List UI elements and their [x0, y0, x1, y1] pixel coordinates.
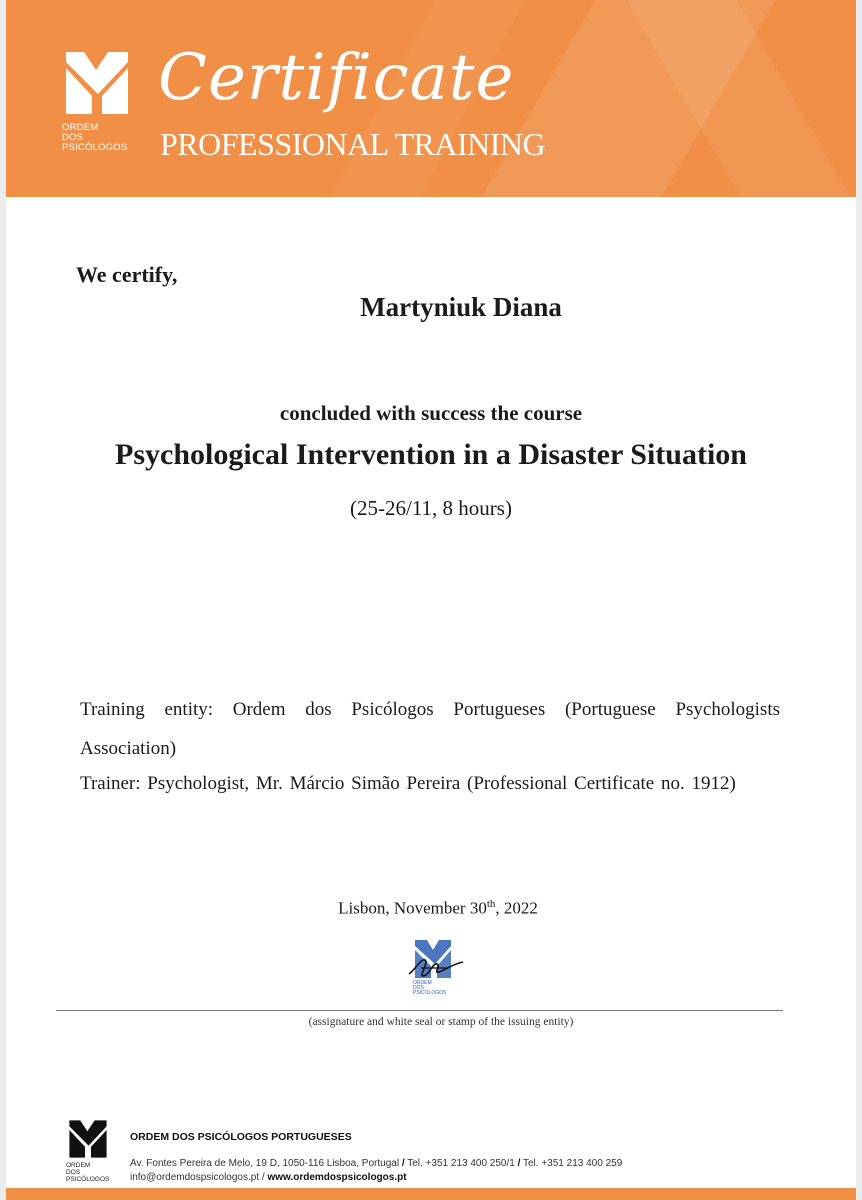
course-title: Psychological Intervention in a Disaster Situation	[115, 438, 747, 471]
certificate-subtitle: PROFESSIONAL TRAINING	[160, 126, 546, 162]
certificate-title: Certificate	[158, 41, 515, 115]
seal-text: PSICÓLOGOS	[413, 990, 447, 996]
footer-logo-caption	[66, 1162, 109, 1183]
signature-caption: (assignature and white seal or stamp of the issuing entity)	[308, 1016, 574, 1028]
date-prefix: Lisbon, November 30	[338, 898, 487, 918]
footer-separator: /	[261, 1172, 265, 1183]
date-year: , 2022	[495, 898, 538, 918]
signature-line	[56, 1010, 783, 1011]
footer-color-bar	[6, 1188, 856, 1200]
course-dates: (25-26/11, 8 hours)	[350, 496, 512, 520]
footer-website[interactable]: www.ordemdospsicologos.pt	[267, 1172, 407, 1183]
logo-caption-line: PSICÓLOGOS	[62, 142, 128, 153]
place-date	[0, 898, 862, 919]
issuer-seal-stamp	[403, 938, 469, 996]
footer-logo-line: DOS	[66, 1169, 81, 1176]
footer-web-line	[130, 1172, 407, 1183]
footer-separator: /	[401, 1158, 405, 1169]
date-suffix: th	[486, 898, 496, 910]
footer-logo-line: ORDEM	[66, 1162, 91, 1169]
footer-logo-icon	[66, 1118, 110, 1160]
footer-separator: /	[517, 1158, 521, 1169]
concluded-statement: concluded with success the course	[279, 401, 583, 425]
seal-text: ORDEM	[413, 980, 432, 986]
footer-address-line	[130, 1158, 622, 1169]
logo-caption-line: DOS	[62, 132, 84, 143]
footer-org-name: ORDEM DOS PSICÓLOGOS PORTUGUESES	[130, 1131, 352, 1143]
certify-intro: We certify,	[76, 262, 178, 287]
trainer-info: Trainer: Psychologist, Mr. Márcio Simão Pereira (Professional Certificate no. 1912)	[80, 773, 736, 794]
footer-email[interactable]: info@ordemdospsicologos.pt	[130, 1172, 260, 1183]
recipient-name: Martyniuk Diana	[360, 292, 562, 322]
training-entity: Training entity: Ordem dos Psicólogos Portugueses (Portuguese Psychologists Association)	[80, 699, 780, 759]
ordem-logo-icon	[62, 48, 132, 118]
footer-tel-2: Tel. +351 213 400 259	[523, 1158, 623, 1169]
footer-logo-line: PSICÓLOGOS	[66, 1176, 110, 1183]
footer-tel-1: Tel. +351 213 400 250/1	[407, 1158, 515, 1169]
header-logo-caption	[62, 123, 127, 153]
logo-caption-line: ORDEM	[62, 122, 99, 133]
footer-address: Av. Fontes Pereira de Melo, 19 D, 1050-116 Lisboa, Portugal	[130, 1158, 400, 1169]
seal-text: DOS	[413, 985, 424, 991]
